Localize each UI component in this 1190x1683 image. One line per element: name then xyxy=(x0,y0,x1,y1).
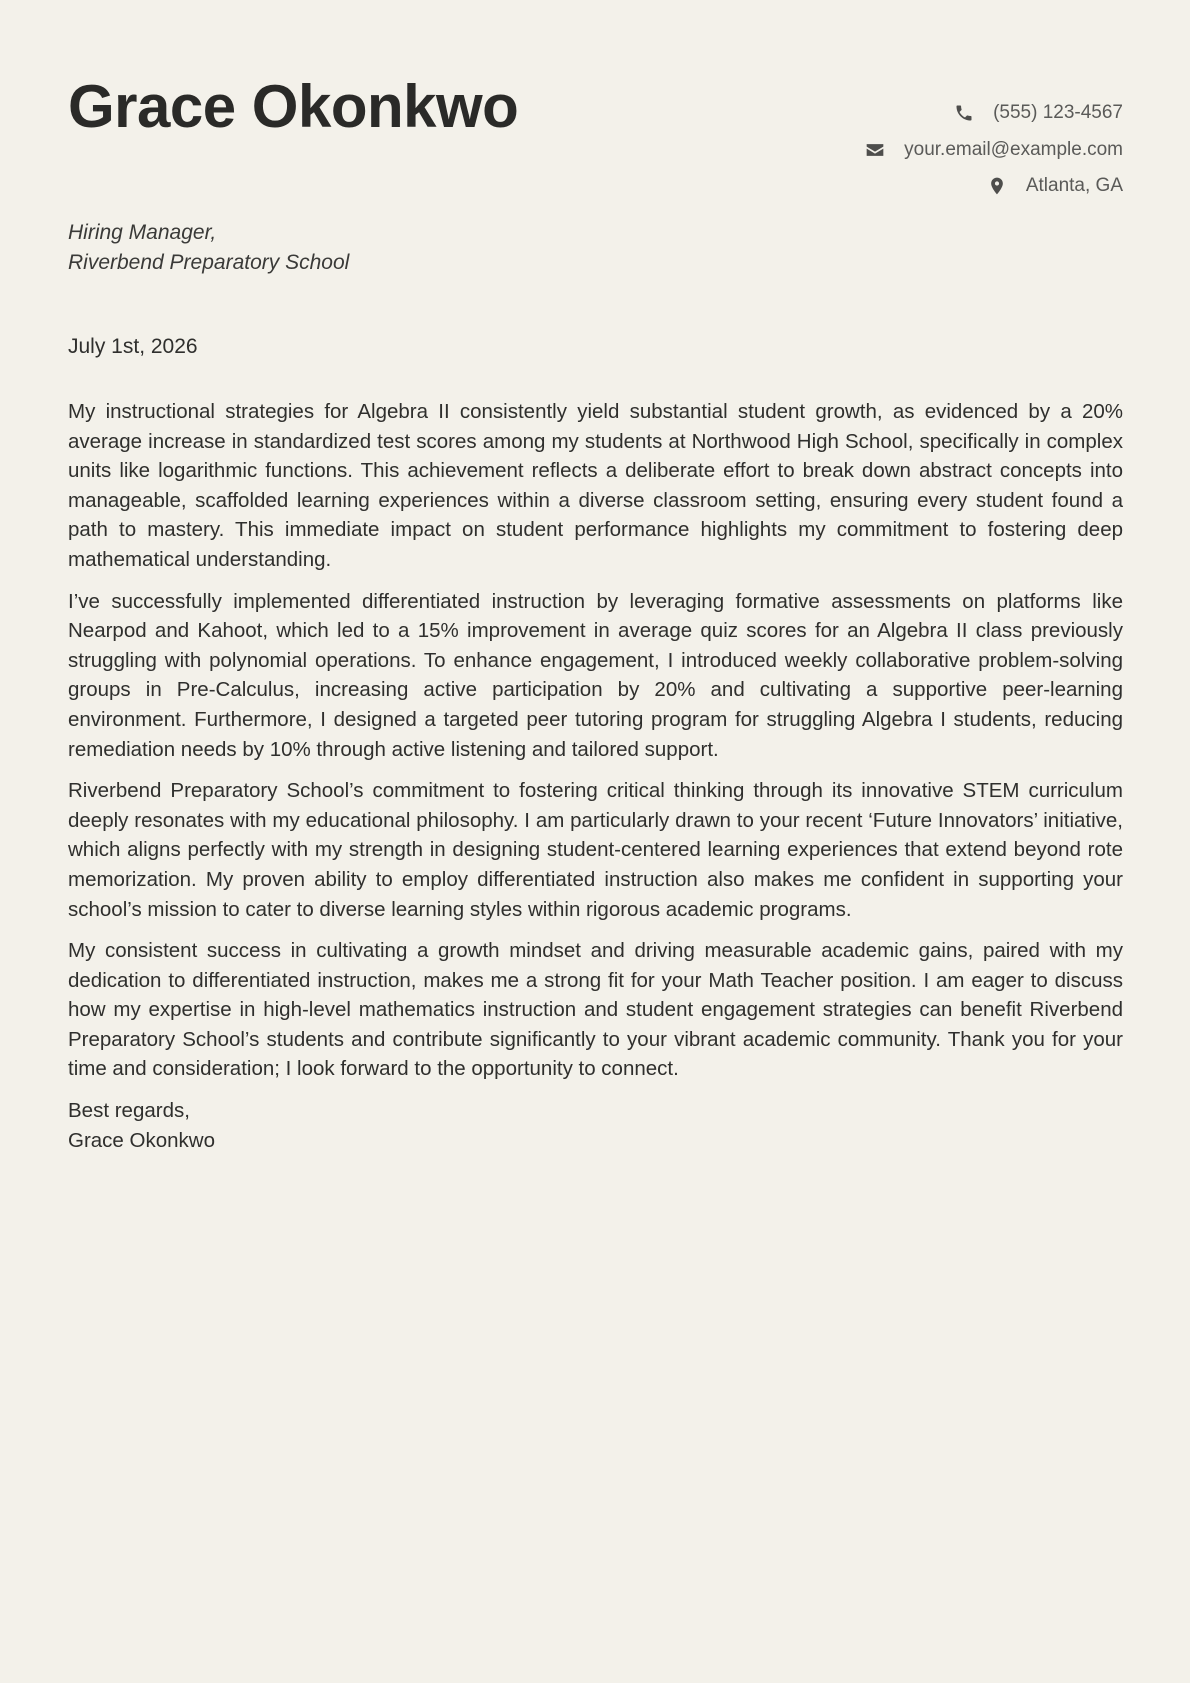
contact-email xyxy=(864,132,1123,169)
closing-salutation: Best regards, xyxy=(68,1099,190,1123)
contact-phone xyxy=(864,95,1123,132)
letter-closing xyxy=(68,1096,1123,1155)
phone-icon xyxy=(953,102,975,124)
contact-info xyxy=(864,95,1123,205)
location-text: Atlanta, GA xyxy=(1025,175,1123,197)
letter-date: July 1st, 2026 xyxy=(68,335,198,358)
body-paragraph: My instructional strategies for Algebra II consistently yield substantial student growth, as evidenced by a 20% average increase in standardized test scores among my students at Northwood High School, specifically in complex units like logarithmic functions. This achievement reflects a deliberate effort to break down abstract concepts into manageable, scaffolded learning experiences within a diverse classroom setting, ensuring every student found a path to mastery. This immediate impact on student performance highlights my commitment to fostering deep mathematical understanding. xyxy=(68,400,1123,571)
body-paragraph: My consistent success in cultivating a growth mindset and driving measurable academic gains, paired with my dedication to differentiated instruction, makes me a strong fit for your Math Teacher position. I am eager to discuss how my expertise in high-level mathematics instruction and student engagement strategies can benefit Riverbend Preparatory School’s students and contribute significantly to your vibrant academic community. Thank you for your time and consideration; I look forward to the opportunity to connect. xyxy=(68,939,1123,1081)
body-paragraph: Riverbend Preparatory School’s commitment to fostering critical thinking through its innovative STEM curriculum deeply resonates with my educational philosophy. I am particularly drawn to your recent ‘Future Innovators’ initiative, which aligns perfectly with my strength in designing student-centered learning experiences that extend beyond rote memorization. My proven ability to employ differentiated instruction also makes me confident in supporting your school’s mission to cater to diverse learning styles within rigorous academic programs. xyxy=(68,779,1123,921)
letter-header xyxy=(68,0,1123,200)
recipient-block xyxy=(68,218,349,278)
cover-letter-page xyxy=(68,0,1123,1683)
body-paragraph: I’ve successfully implemented differentiated instruction by leveraging formative assessments on platforms like Nearpod and Kahoot, which led to a 15% improvement in average quiz scores for an Algebra II class previously struggling with polynomial operations. To enhance engagement, I introduced weekly collaborative problem-solving groups in Pre-Calculus, increasing active participation by 20% and cultivating a supportive peer-learning environment. Furthermore, I designed a targeted peer tutoring program for struggling Algebra I students, reducing remediation needs by 10% through active listening and tailored support. xyxy=(68,589,1123,761)
email-text: your.email@example.com xyxy=(904,138,1123,160)
closing-signature: Grace Okonkwo xyxy=(68,1128,215,1152)
applicant-name: Grace Okonkwo xyxy=(68,73,519,140)
envelope-icon xyxy=(864,139,886,161)
recipient-organization: Riverbend Preparatory School xyxy=(68,251,350,274)
letter-body xyxy=(68,397,1123,1155)
contact-location xyxy=(864,168,1123,205)
phone-text: (555) 123-4567 xyxy=(993,102,1123,124)
map-pin-icon xyxy=(986,175,1008,197)
recipient-title: Hiring Manager, xyxy=(68,221,217,244)
